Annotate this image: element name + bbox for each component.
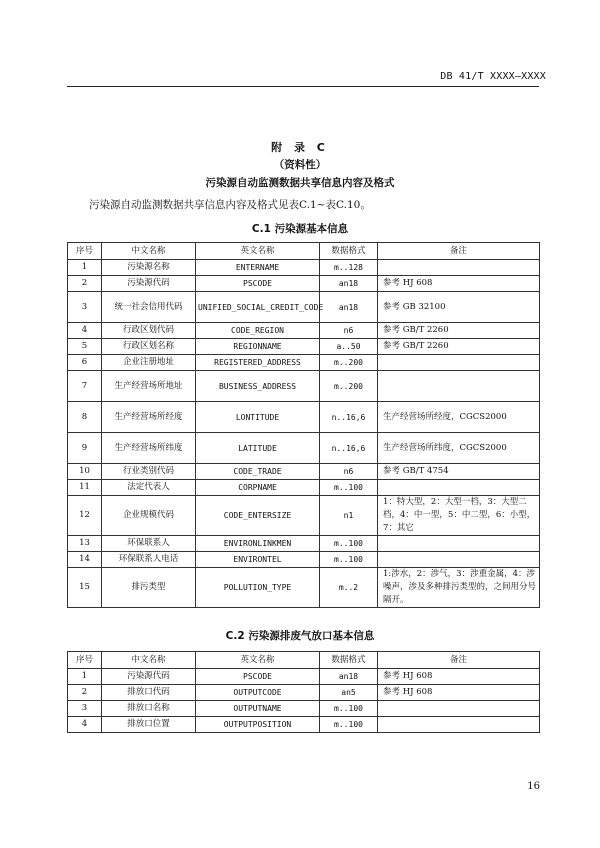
cell-note: 参考 GB/T 2260 <box>378 323 540 339</box>
table-row <box>68 402 540 433</box>
cell-note: 参考 GB 32100 <box>378 292 540 323</box>
table-row <box>68 433 540 464</box>
cell-format: m..100 <box>320 536 378 552</box>
cell-no: 1 <box>68 669 102 685</box>
cell-cn-name: 行政区划名称 <box>102 339 196 355</box>
cell-no: 4 <box>68 323 102 339</box>
col-header-cn: 中文名称 <box>102 652 196 669</box>
cell-cn-name: 环保联系人电话 <box>102 552 196 568</box>
cell-cn-name: 污染源代码 <box>102 669 196 685</box>
cell-cn-name: 排放口位置 <box>102 717 196 733</box>
table-row <box>68 480 540 496</box>
cell-format: an18 <box>320 292 378 323</box>
cell-note: 参考 GB/T 4754 <box>378 464 540 480</box>
table-row <box>68 260 540 276</box>
col-header-no: 序号 <box>68 652 102 669</box>
table-header-row <box>68 243 540 260</box>
cell-en-name: POLLUTION_TYPE <box>196 568 320 608</box>
cell-format: n6 <box>320 464 378 480</box>
cell-no: 11 <box>68 480 102 496</box>
table-row <box>68 552 540 568</box>
cell-cn-name: 排污类型 <box>102 568 196 608</box>
cell-no: 7 <box>68 371 102 402</box>
table-row <box>68 276 540 292</box>
cell-en-name: REGISTERED_ADDRESS <box>196 355 320 371</box>
cell-cn-name: 企业注册地址 <box>102 355 196 371</box>
col-header-note: 备注 <box>378 652 540 669</box>
cell-format: an18 <box>320 276 378 292</box>
cell-no: 1 <box>68 260 102 276</box>
cell-note <box>378 701 540 717</box>
appendix-title: 附 录 C <box>271 141 329 154</box>
cell-format: n6 <box>320 323 378 339</box>
col-header-en: 英文名称 <box>196 243 320 260</box>
cell-note <box>378 480 540 496</box>
table-row <box>68 339 540 355</box>
cell-en-name: ENVIRONLINKMEN <box>196 536 320 552</box>
cell-no: 15 <box>68 568 102 608</box>
table-row <box>68 536 540 552</box>
cell-en-name: PSCODE <box>196 669 320 685</box>
cell-no: 13 <box>68 536 102 552</box>
cell-en-name: CODE_REGION <box>196 323 320 339</box>
cell-note: 参考 HJ 608 <box>378 276 540 292</box>
cell-no: 10 <box>68 464 102 480</box>
col-header-no: 序号 <box>68 243 102 260</box>
intro-paragraph: 污染源自动监测数据共享信息内容及格式见表C.1~表C.10。 <box>89 199 371 211</box>
cell-en-name: CORPNAME <box>196 480 320 496</box>
cell-no: 14 <box>68 552 102 568</box>
cell-no: 6 <box>68 355 102 371</box>
cell-note <box>378 717 540 733</box>
cell-no: 8 <box>68 402 102 433</box>
cell-no: 2 <box>68 276 102 292</box>
cell-note: 生产经营场所经度，CGCS2000 <box>378 402 540 433</box>
cell-format: n..16,6 <box>320 402 378 433</box>
table-c2-title: C.2 污染源排废气放口基本信息 <box>225 630 375 642</box>
cell-format: m..128 <box>320 260 378 276</box>
cell-note: 生产经营场所纬度，CGCS2000 <box>378 433 540 464</box>
table-row <box>68 685 540 701</box>
table-row <box>68 568 540 608</box>
cell-format: n1 <box>320 496 378 536</box>
table-row <box>68 371 540 402</box>
table-c2 <box>67 651 540 733</box>
cell-en-name: ENVIRONTEL <box>196 552 320 568</box>
cell-format: an18 <box>320 669 378 685</box>
cell-note <box>378 552 540 568</box>
table-row <box>68 292 540 323</box>
header-divider <box>67 86 539 87</box>
table-row <box>68 701 540 717</box>
cell-note: 参考 HJ 608 <box>378 685 540 701</box>
cell-cn-name: 行政区划代码 <box>102 323 196 339</box>
page-number: 16 <box>527 781 540 792</box>
cell-cn-name: 环保联系人 <box>102 536 196 552</box>
cell-note <box>378 355 540 371</box>
document-code: DB 41/T XXXX—XXXX <box>440 71 546 82</box>
cell-no: 5 <box>68 339 102 355</box>
cell-en-name: CODE_TRADE <box>196 464 320 480</box>
cell-en-name: PSCODE <box>196 276 320 292</box>
cell-cn-name: 排放口名称 <box>102 701 196 717</box>
col-header-fmt: 数据格式 <box>320 243 378 260</box>
cell-en-name: LATITUDE <box>196 433 320 464</box>
table-header-row <box>68 652 540 669</box>
cell-cn-name: 生产经营场所经度 <box>102 402 196 433</box>
table-c1-title: C.1 污染源基本信息 <box>251 223 349 235</box>
cell-note: 1:涉水，2：涉气，3：涉重金属，4：涉噪声，涉及多种排污类型的，之间用分号隔开。 <box>378 568 540 608</box>
col-header-fmt: 数据格式 <box>320 652 378 669</box>
cell-no: 9 <box>68 433 102 464</box>
cell-format: n..16,6 <box>320 433 378 464</box>
cell-no: 12 <box>68 496 102 536</box>
cell-cn-name: 生产经营场所纬度 <box>102 433 196 464</box>
cell-note: 参考 HJ 608 <box>378 669 540 685</box>
table-row <box>68 496 540 536</box>
cell-en-name: REGIONNAME <box>196 339 320 355</box>
col-header-cn: 中文名称 <box>102 243 196 260</box>
cell-format: m..100 <box>320 701 378 717</box>
cell-format: m..2 <box>320 568 378 608</box>
cell-no: 3 <box>68 292 102 323</box>
cell-note <box>378 371 540 402</box>
table-row <box>68 323 540 339</box>
appendix-name: 污染源自动监测数据共享信息内容及格式 <box>205 177 395 189</box>
cell-en-name: OUTPUTCODE <box>196 685 320 701</box>
table-row <box>68 669 540 685</box>
cell-cn-name: 企业规模代码 <box>102 496 196 536</box>
cell-note: 1：特大型，2：大型一档，3：大型二档，4：中一型，5：中二型，6：小型，7：其它 <box>378 496 540 536</box>
cell-format: an5 <box>320 685 378 701</box>
cell-note <box>378 536 540 552</box>
cell-format: m..100 <box>320 552 378 568</box>
cell-no: 2 <box>68 685 102 701</box>
cell-en-name: OUTPUTPOSITION <box>196 717 320 733</box>
cell-en-name: BUSINESS_ADDRESS <box>196 371 320 402</box>
cell-cn-name: 污染源代码 <box>102 276 196 292</box>
cell-en-name: LONTITUDE <box>196 402 320 433</box>
cell-cn-name: 行业类别代码 <box>102 464 196 480</box>
cell-format: m..200 <box>320 371 378 402</box>
cell-cn-name: 排放口代码 <box>102 685 196 701</box>
col-header-note: 备注 <box>378 243 540 260</box>
table-c1 <box>67 242 540 608</box>
cell-no: 3 <box>68 701 102 717</box>
cell-en-name: UNIFIED_SOCIAL_CREDIT_CODE <box>196 292 320 323</box>
cell-note <box>378 260 540 276</box>
col-header-en: 英文名称 <box>196 652 320 669</box>
table-row <box>68 464 540 480</box>
cell-en-name: ENTERNAME <box>196 260 320 276</box>
appendix-subtitle: （资料性） <box>273 159 327 171</box>
cell-cn-name: 生产经营场所地址 <box>102 371 196 402</box>
table-row <box>68 355 540 371</box>
cell-format: m..100 <box>320 717 378 733</box>
cell-en-name: CODE_ENTERSIZE <box>196 496 320 536</box>
table-row <box>68 717 540 733</box>
cell-note: 参考 GB/T 2260 <box>378 339 540 355</box>
cell-cn-name: 污染源名称 <box>102 260 196 276</box>
cell-no: 4 <box>68 717 102 733</box>
cell-format: a..50 <box>320 339 378 355</box>
cell-format: m..200 <box>320 355 378 371</box>
cell-en-name: OUTPUTNAME <box>196 701 320 717</box>
cell-cn-name: 法定代表人 <box>102 480 196 496</box>
cell-cn-name: 统一社会信用代码 <box>102 292 196 323</box>
cell-format: m..100 <box>320 480 378 496</box>
